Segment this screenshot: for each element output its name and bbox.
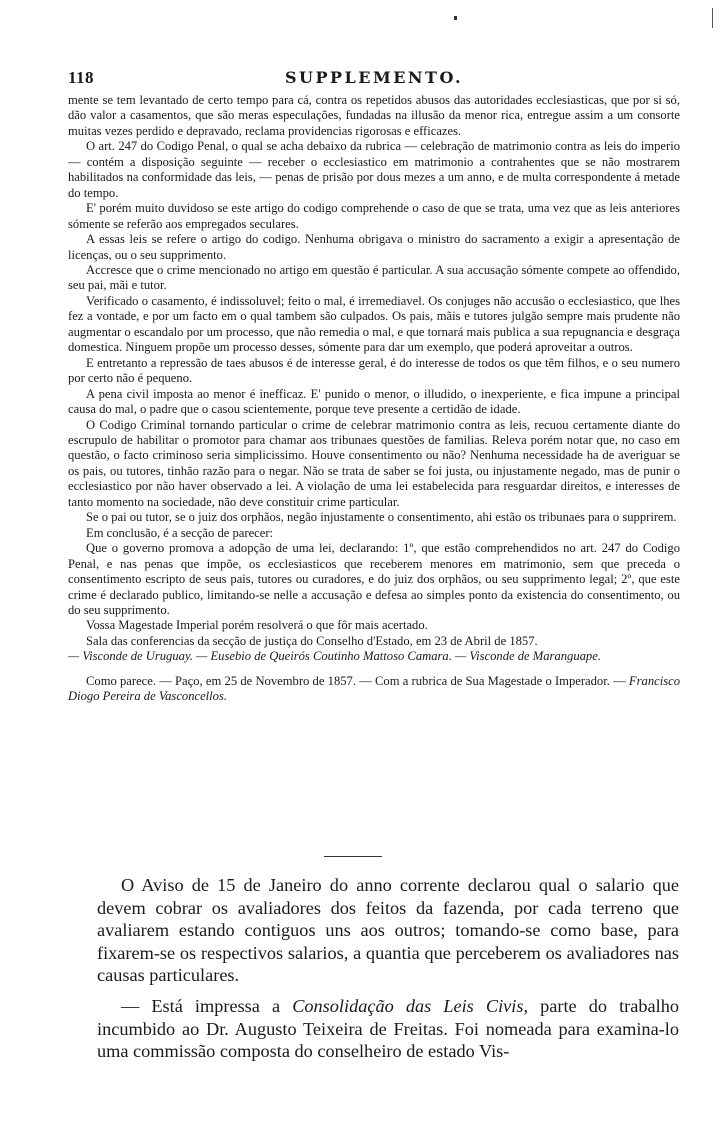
news-text: [97, 874, 679, 1063]
paragraph: mente se tem levantado de certo tempo para cá, contra os repetidos abusos das autoridades ecclesiasticas, que por si só, dão valor a casamentos, que são meras especulações, fundadas na illusão da menor rica, entregue assim a um consorte muitas vezes perdido e depravado, reclama providencias rigorosas e efficazes.: [68, 93, 680, 138]
paragraph: O Aviso de 15 de Janeiro do anno corrente declarou qual o salario que devem cobrar os avaliadores dos feitos da fazenda, por cada terreno que avaliarem estando contiguos uns aos outros; tomando-se como base, para fixarem-se os respectivos salarios, a quantia que perceberem os avaliadores nas causas particulares.: [97, 875, 679, 986]
council-opinion-text: [68, 93, 680, 705]
paragraph: [97, 995, 679, 1063]
page-number: 118: [68, 68, 95, 87]
page-header: [68, 68, 680, 90]
paragraph: A essas leis se refere o artigo do codigo. Nenhuma obrigava o ministro do sacramento a exigir a apresentação de licenças, ou o seu supprimento.: [68, 232, 680, 262]
resolution-text: Como parece. — Paço, em 25 de Novembro de 1857. — Com a rubrica de Sua Magestade o Imperador. —: [86, 673, 629, 688]
paragraph: Em conclusão, é a secção de parecer:: [86, 525, 274, 540]
paragraph: A pena civil imposta ao menor é inefficaz. E' punido o menor, o illudido, o inexperiente, e fica impune a principal causa do mal, o padre que o casou scientemente, porque teve presente a certidão de idade.: [68, 386, 680, 417]
paragraph: Que o governo promova a adopção de uma lei, declarando: 1º, que estão comprehendidos no art. 247 do Codigo Penal, e nas penas que impõe, os ecclesiasticos que receberem menores em matrimonio, sem que preceda o consentimento escripto de seus pais, tutores ou curadores, e do juiz dos orphãos, ou seu supprimento legal; 2º, que este crime é declarado publico, limitando-se nelle a accusação e defesa ao simples ponto da existencia do consentimento, ou do seu supprimento.: [68, 541, 680, 617]
signatures: — Visconde de Uruguay. — Eusebio de Queirós Coutinho Mattoso Camara. — Visconde de Maranguape.: [68, 649, 601, 664]
section-divider: [324, 856, 382, 857]
paragraph: Verificado o casamento, é indissoluvel; feito o mal, é irremediavel. Os conjuges não accusão o ecclesiastico, que lhes fez a vontade, e por um facto em o qual tambem são culpados. Os pais, mãis e tutores julgão sempre mais prudente não augmentar o escandalo por um processo, que não remedia o mal, e que tornará mais publica a sua repugnancia e desgraça domestica. Ninguem propõe um processo desses, sómente para dar um exemplo, que poderá aproveitar a outros.: [68, 293, 680, 355]
paragraph: Se o pai ou tutor, se o juiz dos orphãos, negão injustamente o consentimento, ahi estão os tribunaes para o supprirem.: [86, 510, 677, 525]
paragraph-suffix: , parte do trabalho incumbido ao Dr. Augusto Teixeira de Freitas. Foi nomeada para examina-lo uma commissão composta do conselheiro de estado Vis-: [97, 995, 679, 1062]
paragraph: E entretanto a repressão de taes abusos é de interesse geral, é do interesse de todos os que têm filhos, e o seu numero por certo não é pequeno.: [68, 355, 680, 386]
scan-edge-mark: [712, 8, 713, 28]
scan-dust-mark: [454, 16, 457, 20]
book-title: Consolidação das Leis Civis: [292, 995, 524, 1016]
paragraph: Sala das conferencias da secção de justiça do Conselho d'Estado, em 23 de Abril de 1857.: [86, 633, 538, 648]
paragraph: O art. 247 do Codigo Penal, o qual se acha debaixo da rubrica — celebração de matrimonio contra as leis do imperio — contém a disposição seguinte — receber o ecclesiastico em matrimonio a contrahentes que se não mostrarem habilitados na conformidade das leis, — penas de prisão por dous mezes a um anno, e de multa correspondente á metade do tempo.: [68, 139, 680, 200]
paragraph-prefix: — Está impressa a: [121, 995, 293, 1016]
paragraph: O Codigo Criminal tornando particular o crime de celebrar matrimonio contra as leis, recuou certamente diante do escrupulo de habilitar o promotor para chamar aos tribunaes questões de familias. Releva porém notar que, no caso em questão, o facto criminoso seria simplicissimo. Houve consentimento ou não? Nenhuma necessidade ha de averiguar se os pais, ou tutores, tinhão razão para o negar. Não se trata de saber se foi justa, ou injustamente negado, mas de punir o ecclesiastico por não haver observado a lei. A violação de uma lei estabelecida para resguardar direitos, e interesses de tanto momento na sociedade, não deve constituir crime particular.: [68, 417, 680, 509]
imperial-resolution: [68, 674, 680, 705]
running-title: SUPPLEMENTO.: [284, 68, 464, 87]
resolution-signature: Francisco Diogo Pereira de Vasconcellos.: [68, 673, 680, 704]
paragraph: Accresce que o crime mencionado no artigo em questão é particular. A sua accusação sómente compete ao offendido, seu pai, mãi e tutor.: [68, 262, 680, 293]
paragraph: Vossa Magestade Imperial porém resolverá o que fôr mais acertado.: [86, 618, 428, 633]
paragraph: E' porém muito duvidoso se este artigo do codigo comprehende o caso de que se trata, uma vez que as leis anteriores sómente se referão aos empregados seculares.: [68, 201, 680, 231]
